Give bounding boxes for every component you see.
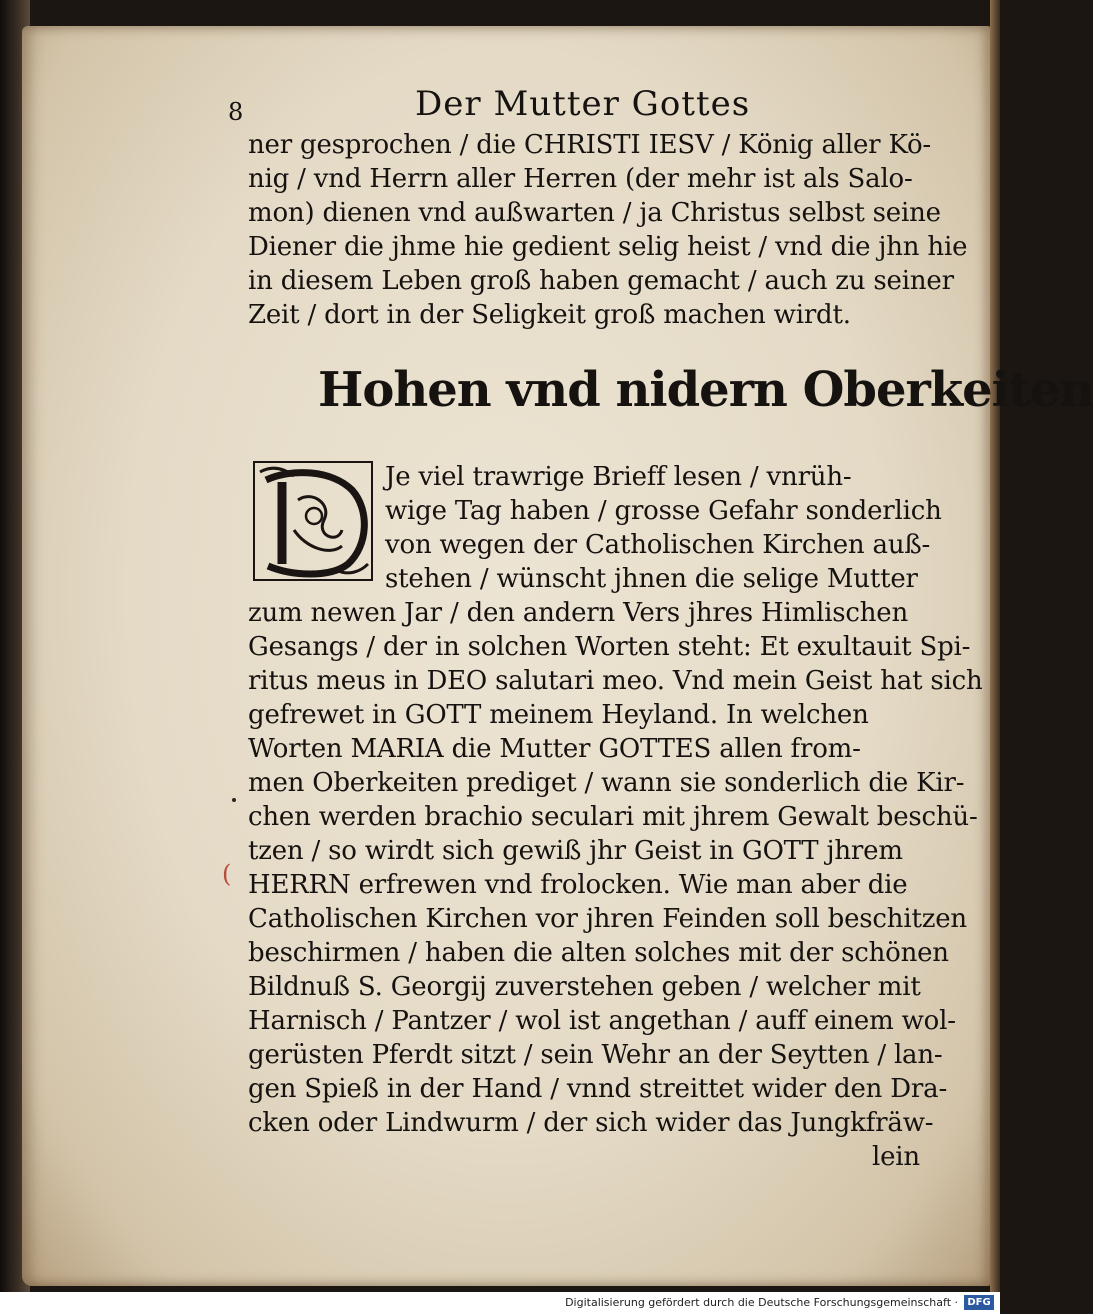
text-line: Diener die jhme hie gedient selig heist / vnd die jhn hie	[248, 232, 968, 262]
catchword: lein	[872, 1142, 920, 1172]
margin-mark	[232, 798, 236, 802]
text-line: Catholischen Kirchen vor jhren Feinden soll beschitzen	[248, 904, 967, 934]
text-line: zum newen Jar / den andern Vers jhres Himlischen	[248, 598, 909, 628]
text-line: nig / vnd Herrn aller Herren (der mehr ist als Salo-	[248, 164, 913, 194]
text-line: gefrewet in GOTT meinem Heyland. In welchen	[248, 700, 869, 730]
text-line: mon) dienen vnd außwarten / ja Christus selbst seine	[248, 198, 941, 228]
text-line: HERRN erfrewen vnd frolocken. Wie man aber die	[248, 870, 908, 900]
dfg-logo: DFG	[964, 1295, 994, 1310]
text-line: von wegen der Catholischen Kirchen auß-	[385, 530, 931, 560]
margin-paren-mark: (	[222, 860, 232, 888]
text-line: beschirmen / haben die alten solches mit der schönen	[248, 938, 949, 968]
text-line: Je viel trawrige Brieff lesen / vnrüh-	[385, 462, 852, 492]
footer-credit: Digitalisierung gefördert durch die Deutsche Forschungsgemeinschaft ·	[565, 1296, 958, 1309]
decorated-initial	[252, 460, 374, 582]
text-line: stehen / wünscht jhnen die selige Mutter	[385, 564, 918, 594]
text-line: Zeit / dort in der Seligkeit groß machen wirdt.	[248, 300, 851, 330]
text-line: tzen / so wirdt sich gewiß jhr Geist in GOTT jhrem	[248, 836, 903, 866]
text-line: Gesangs / der in solchen Worten steht: Et exultauit Spi-	[248, 632, 971, 662]
running-head: Der Mutter Gottes	[415, 84, 751, 124]
section-title: Hohen vnd nidern Oberkeiten	[318, 362, 1093, 418]
text-line: gerüsten Pferdt sitzt / sein Wehr an der Seytten / lan-	[248, 1040, 943, 1070]
text-line: Harnisch / Pantzer / wol ist angethan / auff einem wol-	[248, 1006, 956, 1036]
text-line: men Oberkeiten prediget / wann sie sonderlich die Kir-	[248, 768, 965, 798]
text-line: chen werden brachio seculari mit jhrem Gewalt beschü-	[248, 802, 978, 832]
text-line: in diesem Leben groß haben gemacht / auch zu seiner	[248, 266, 954, 296]
page-right-edge	[990, 0, 1000, 1300]
text-line: gen Spieß in der Hand / vnnd streittet wider den Dra-	[248, 1074, 948, 1104]
text-line: Worten MARIA die Mutter GOTTES allen from-	[248, 734, 861, 764]
text-line: cken oder Lindwurm / der sich wider das Jungkfräw-	[248, 1108, 934, 1138]
text-line: wige Tag haben / grosse Gefahr sonderlich	[385, 496, 942, 526]
footer-bar	[0, 1292, 1000, 1314]
svg-text:D: D	[312, 538, 314, 539]
text-line: ritus meus in DEO salutari meo. Vnd mein Geist hat sich	[248, 666, 983, 696]
text-line: Bildnuß S. Georgij zuverstehen geben / welcher mit	[248, 972, 921, 1002]
text-line: ner gesprochen / die CHRISTI IESV / König aller Kö-	[248, 130, 932, 160]
page-number: 8	[228, 98, 244, 126]
